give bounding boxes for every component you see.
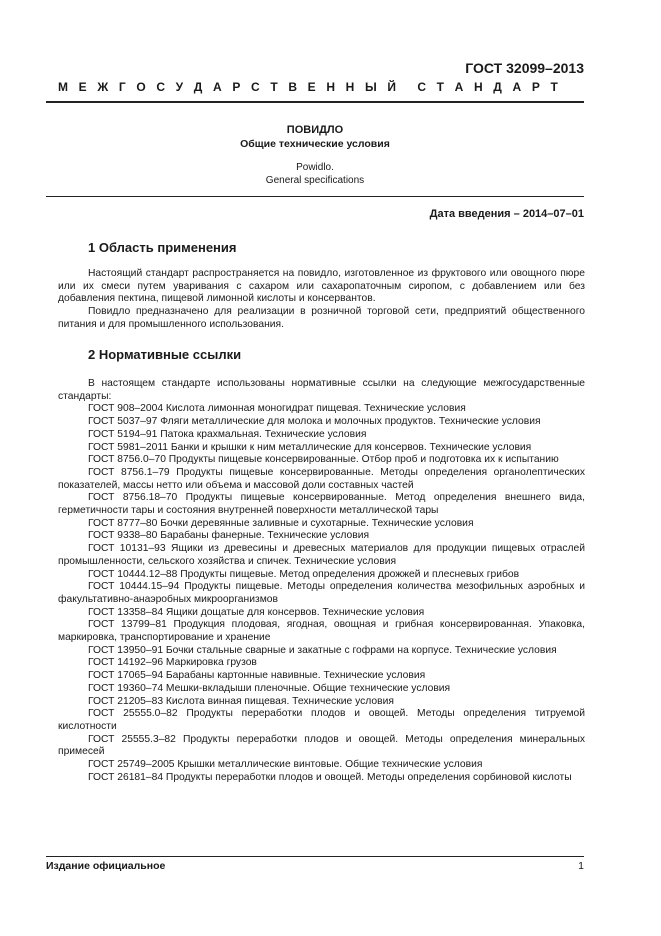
banner-letter: А: [454, 80, 464, 94]
reference-item: ГОСТ 26181–84 Продукты переработки плодов и овощей. Методы определения сорбиновой кислоты: [88, 771, 572, 783]
reference-item: ГОСТ 908–2004 Кислота лимонная моногидрат пищевая. Технические условия: [88, 403, 466, 415]
banner-letter: С: [250, 80, 260, 94]
references-section-body: [58, 378, 585, 785]
section-heading-scope: 1 Область применения: [88, 240, 237, 255]
scope-section-body: [58, 268, 585, 332]
reference-item: ГОСТ 10131–93 Ящики из древесины и древесных материалов для продукции пищевых отраслей промышленности, сельского хозяйства и спичек. Технические условия: [58, 543, 585, 567]
reference-item: ГОСТ 13950–91 Бочки стальные сварные и закатные с гофрами на корпусе. Технические условия: [88, 644, 557, 656]
banner-letter: Д: [493, 80, 502, 94]
banner-letter: Н: [473, 80, 483, 94]
banner-letter: Е: [78, 80, 87, 94]
paragraph: Повидло предназначено для реализации в розничной торговой сети, предприятий общественного питания и для промышленного использования.: [58, 306, 585, 330]
paragraph: Настоящий стандарт распространяется на повидло, изготовленное из фруктового или овощного пюре или их смеси путем уваривания с сахаром или сахаропаточным сиропом, с добавлением или без добавления пектина, пищевой лимонной кислоты и консервантов.: [58, 268, 585, 305]
reference-item: ГОСТ 14192–96 Маркировка грузов: [88, 657, 257, 669]
document-title: ПОВИДЛО: [286, 124, 344, 136]
paragraph: В настоящем стандарте использованы нормативные ссылки на следующие межгосударственные стандарты:: [58, 378, 585, 402]
reference-item: ГОСТ 8777–80 Бочки деревянные заливные и сухотарные. Технические условия: [88, 517, 474, 529]
reference-item: ГОСТ 25749–2005 Крышки металлические винтовые. Общие технические условия: [88, 759, 483, 771]
banner-letter: С: [156, 80, 165, 94]
banner-letter: Н: [326, 80, 335, 94]
banner-letter: В: [288, 80, 297, 94]
banner-letter: А: [512, 80, 522, 94]
banner-letter: Г: [118, 80, 126, 94]
reference-item: ГОСТ 25555.3–82 Продукты переработки плодов и овощей. Методы определения минеральных примесей: [58, 733, 585, 758]
interstate-standard-banner: [58, 80, 558, 94]
banner-letter: Е: [307, 80, 316, 94]
reference-item: ГОСТ 5194–91 Патока крахмальная. Технические условия: [88, 428, 367, 440]
header-rule: [46, 101, 584, 103]
banner-letter: Р: [531, 80, 540, 94]
banner-letter: Д: [193, 80, 203, 94]
banner-letter: Ы: [364, 80, 377, 94]
banner-letter: Т: [436, 80, 444, 94]
reference-item: ГОСТ 10444.12–88 Продукты пищевые. Метод определения дрожжей и плесневых грибов: [88, 568, 520, 580]
introduction-date: Дата введения – 2014–07–01: [429, 208, 584, 220]
banner-letter: С: [417, 80, 426, 94]
reference-item: ГОСТ 10444.15–94 Продукты пищевые. Методы определения количества мезофильных аэробных и факультативно-анаэробных микроорганизмов: [58, 581, 585, 605]
reference-item: ГОСТ 5981–2011 Банки и крышки к ним металлические для консервов. Технические условия: [88, 441, 532, 453]
banner-letter: А: [212, 80, 222, 94]
banner-letter: Н: [345, 80, 355, 94]
document-number: ГОСТ 32099–2013: [465, 60, 584, 76]
banner-letter: Т: [550, 80, 558, 94]
banner-letter: О: [136, 80, 146, 94]
section-heading-normative-references: 2 Нормативные ссылки: [88, 347, 242, 362]
reference-item: ГОСТ 8756.1–79 Продукты пищевые консервированные. Методы определения органолептических показателей, массы нетто или объема и массовой доли составных частей: [58, 466, 585, 491]
reference-item: ГОСТ 13799–81 Продукция плодовая, ягодная, овощная и грибная консервированная. Упаковка, маркировка, транспортирование и хранение: [58, 619, 585, 644]
banner-letter: Т: [270, 80, 278, 94]
reference-item: ГОСТ 25555.0–82 Продукты переработки плодов и овощей. Методы определения титруемой кислотности: [58, 708, 585, 732]
reference-item: ГОСТ 9338–80 Барабаны фанерные. Технические условия: [88, 530, 370, 542]
reference-item: ГОСТ 13358–84 Ящики дощатые для консервов. Технические условия: [88, 606, 425, 618]
reference-item: ГОСТ 21205–83 Кислота винная пищевая. Технические условия: [88, 695, 394, 707]
reference-item: ГОСТ 19360–74 Мешки-вкладыши пленочные. Общие технические условия: [88, 682, 451, 694]
reference-item: ГОСТ 8756.0–70 Продукты пищевые консервированные. Отбор проб и подготовка их к испытанию: [88, 454, 559, 466]
page-number: 1: [578, 860, 584, 872]
banner-letter: М: [58, 80, 68, 94]
document-subtitle-english: General specifications: [265, 175, 365, 186]
title-rule: [46, 196, 584, 197]
reference-item: ГОСТ 8756.18–70 Продукты пищевые консервированные. Метод определения внешнего вида, герметичности тары и состояния внутренней поверхности металлической тары: [58, 492, 585, 517]
reference-item: ГОСТ 17065–94 Барабаны картонные навивные. Технические условия: [88, 670, 426, 682]
banner-letter: У: [175, 80, 184, 94]
reference-item: ГОСТ 5037–97 Фляги металлические для молока и молочных продуктов. Технические условия: [88, 416, 541, 428]
banner-letter: Й: [387, 80, 396, 94]
footer-rule: [46, 856, 584, 857]
banner-letter: Ж: [97, 80, 109, 94]
document-title-english: Powidlo.: [296, 162, 334, 173]
banner-letter: Р: [232, 80, 241, 94]
official-edition-label: Издание официальное: [46, 860, 166, 872]
document-subtitle: Общие технические условия: [240, 138, 390, 150]
